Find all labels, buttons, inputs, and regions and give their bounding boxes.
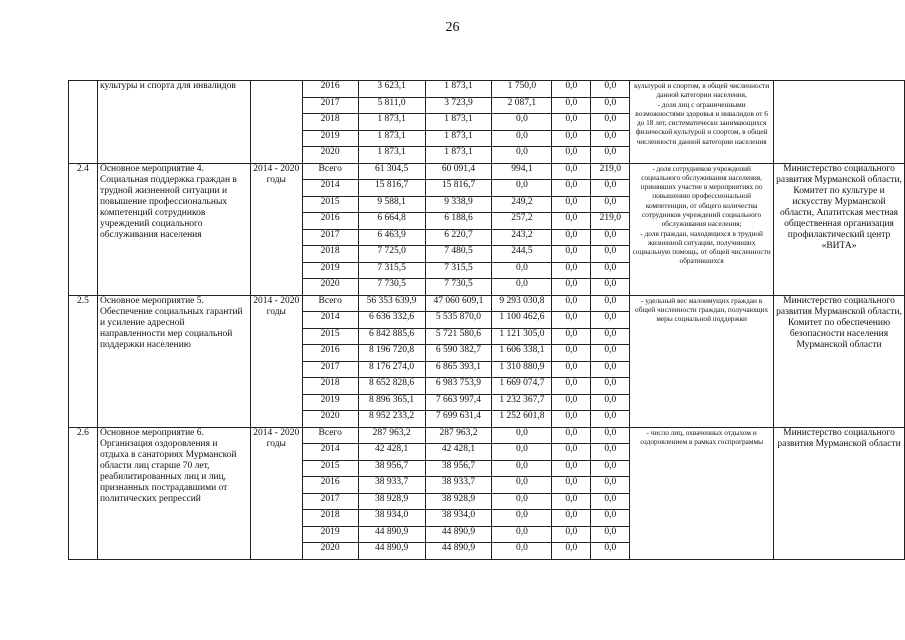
local-budget-cell: 0,0 bbox=[552, 394, 591, 411]
local-budget-cell: 0,0 bbox=[552, 295, 591, 312]
federal-budget-cell: 1 252 601,8 bbox=[492, 411, 552, 428]
total-cell: 6 664,8 bbox=[358, 213, 425, 230]
other-sources-cell: 219,0 bbox=[591, 213, 630, 230]
federal-budget-cell: 1 669 074,7 bbox=[492, 378, 552, 395]
other-sources-cell: 0,0 bbox=[591, 229, 630, 246]
total-cell: 15 816,7 bbox=[358, 180, 425, 197]
year-cell: 2019 bbox=[302, 394, 358, 411]
other-sources-cell: 0,0 bbox=[591, 460, 630, 477]
local-budget-cell: 0,0 bbox=[552, 460, 591, 477]
total-cell: 1 873,1 bbox=[358, 114, 425, 131]
year-cell: 2019 bbox=[302, 262, 358, 279]
year-cell: 2015 bbox=[302, 460, 358, 477]
activity-name: Основное мероприятие 5. Обеспечение социальных гарантий и усиление адресной направленности мер социальной поддержки населению bbox=[97, 295, 250, 427]
federal-budget-cell: 249,2 bbox=[492, 196, 552, 213]
activity-number: 2.5 bbox=[69, 295, 98, 427]
regional-budget-cell: 3 723,9 bbox=[425, 97, 492, 114]
other-sources-cell: 0,0 bbox=[591, 444, 630, 461]
other-sources-cell: 0,0 bbox=[591, 262, 630, 279]
performance-indicator: - удельный вес малоимущих граждан в общей численности граждан, получающих меры социальной поддержки bbox=[630, 295, 774, 427]
other-sources-cell: 0,0 bbox=[591, 477, 630, 494]
local-budget-cell: 0,0 bbox=[552, 378, 591, 395]
federal-budget-cell: 9 293 030,8 bbox=[492, 295, 552, 312]
regional-budget-cell: 6 188,6 bbox=[425, 213, 492, 230]
local-budget-cell: 0,0 bbox=[552, 147, 591, 164]
local-budget-cell: 0,0 bbox=[552, 229, 591, 246]
federal-budget-cell: 244,5 bbox=[492, 246, 552, 263]
year-cell: 2015 bbox=[302, 196, 358, 213]
local-budget-cell: 0,0 bbox=[552, 196, 591, 213]
regional-budget-cell: 47 060 609,1 bbox=[425, 295, 492, 312]
year-cell: 2016 bbox=[302, 81, 358, 98]
total-cell: 6 842 885,6 bbox=[358, 328, 425, 345]
year-cell: 2016 bbox=[302, 345, 358, 362]
local-budget-cell: 0,0 bbox=[552, 130, 591, 147]
year-cell: 2017 bbox=[302, 493, 358, 510]
total-cell: 7 725,0 bbox=[358, 246, 425, 263]
federal-budget-cell: 994,1 bbox=[492, 163, 552, 180]
other-sources-cell: 0,0 bbox=[591, 114, 630, 131]
local-budget-cell: 0,0 bbox=[552, 345, 591, 362]
year-cell: 2018 bbox=[302, 246, 358, 263]
federal-budget-cell: 257,2 bbox=[492, 213, 552, 230]
implementation-period bbox=[250, 81, 302, 164]
regional-budget-cell: 6 983 753,9 bbox=[425, 378, 492, 395]
other-sources-cell: 0,0 bbox=[591, 361, 630, 378]
total-cell: 8 176 274,0 bbox=[358, 361, 425, 378]
federal-budget-cell: 1 310 880,9 bbox=[492, 361, 552, 378]
year-cell: 2016 bbox=[302, 477, 358, 494]
program-activities-table bbox=[68, 80, 905, 560]
other-sources-cell: 0,0 bbox=[591, 345, 630, 362]
other-sources-cell: 0,0 bbox=[591, 130, 630, 147]
federal-budget-cell: 0,0 bbox=[492, 147, 552, 164]
local-budget-cell: 0,0 bbox=[552, 543, 591, 560]
total-cell: 6 636 332,6 bbox=[358, 312, 425, 329]
regional-budget-cell: 6 590 382,7 bbox=[425, 345, 492, 362]
year-cell: 2017 bbox=[302, 97, 358, 114]
other-sources-cell: 0,0 bbox=[591, 295, 630, 312]
table-row bbox=[69, 81, 905, 98]
other-sources-cell: 0,0 bbox=[591, 493, 630, 510]
federal-budget-cell: 1 750,0 bbox=[492, 81, 552, 98]
year-cell: 2014 bbox=[302, 312, 358, 329]
other-sources-cell: 0,0 bbox=[591, 312, 630, 329]
total-cell: 38 928,9 bbox=[358, 493, 425, 510]
year-cell: 2019 bbox=[302, 526, 358, 543]
regional-budget-cell: 44 890,9 bbox=[425, 526, 492, 543]
local-budget-cell: 0,0 bbox=[552, 180, 591, 197]
local-budget-cell: 0,0 bbox=[552, 114, 591, 131]
local-budget-cell: 0,0 bbox=[552, 213, 591, 230]
year-cell: Всего bbox=[302, 427, 358, 444]
local-budget-cell: 0,0 bbox=[552, 411, 591, 428]
year-cell: 2014 bbox=[302, 444, 358, 461]
total-cell: 61 304,5 bbox=[358, 163, 425, 180]
local-budget-cell: 0,0 bbox=[552, 477, 591, 494]
other-sources-cell: 0,0 bbox=[591, 180, 630, 197]
federal-budget-cell: 0,0 bbox=[492, 493, 552, 510]
local-budget-cell: 0,0 bbox=[552, 361, 591, 378]
local-budget-cell: 0,0 bbox=[552, 526, 591, 543]
regional-budget-cell: 6 865 393,1 bbox=[425, 361, 492, 378]
total-cell: 38 956,7 bbox=[358, 460, 425, 477]
regional-budget-cell: 287 963,2 bbox=[425, 427, 492, 444]
total-cell: 7 730,5 bbox=[358, 279, 425, 296]
regional-budget-cell: 5 535 870,0 bbox=[425, 312, 492, 329]
local-budget-cell: 0,0 bbox=[552, 246, 591, 263]
regional-budget-cell: 38 933,7 bbox=[425, 477, 492, 494]
local-budget-cell: 0,0 bbox=[552, 163, 591, 180]
federal-budget-cell: 0,0 bbox=[492, 130, 552, 147]
regional-budget-cell: 60 091,4 bbox=[425, 163, 492, 180]
total-cell: 44 890,9 bbox=[358, 543, 425, 560]
regional-budget-cell: 7 315,5 bbox=[425, 262, 492, 279]
regional-budget-cell: 7 663 997,4 bbox=[425, 394, 492, 411]
local-budget-cell: 0,0 bbox=[552, 444, 591, 461]
local-budget-cell: 0,0 bbox=[552, 312, 591, 329]
implementation-period: 2014 - 2020 годы bbox=[250, 427, 302, 559]
regional-budget-cell: 15 816,7 bbox=[425, 180, 492, 197]
total-cell: 9 588,1 bbox=[358, 196, 425, 213]
total-cell: 56 353 639,9 bbox=[358, 295, 425, 312]
regional-budget-cell: 1 873,1 bbox=[425, 130, 492, 147]
responsible-organization bbox=[774, 81, 905, 164]
table-row bbox=[69, 163, 905, 180]
other-sources-cell: 0,0 bbox=[591, 543, 630, 560]
local-budget-cell: 0,0 bbox=[552, 97, 591, 114]
year-cell: Всего bbox=[302, 163, 358, 180]
federal-budget-cell: 0,0 bbox=[492, 279, 552, 296]
regional-budget-cell: 42 428,1 bbox=[425, 444, 492, 461]
other-sources-cell: 0,0 bbox=[591, 81, 630, 98]
year-cell: 2016 bbox=[302, 213, 358, 230]
other-sources-cell: 0,0 bbox=[591, 526, 630, 543]
year-cell: 2018 bbox=[302, 510, 358, 527]
federal-budget-cell: 1 232 367,7 bbox=[492, 394, 552, 411]
other-sources-cell: 0,0 bbox=[591, 427, 630, 444]
federal-budget-cell: 1 121 305,0 bbox=[492, 328, 552, 345]
regional-budget-cell: 38 928,9 bbox=[425, 493, 492, 510]
federal-budget-cell: 2 087,1 bbox=[492, 97, 552, 114]
total-cell: 8 196 720,8 bbox=[358, 345, 425, 362]
federal-budget-cell: 0,0 bbox=[492, 427, 552, 444]
other-sources-cell: 0,0 bbox=[591, 147, 630, 164]
federal-budget-cell: 0,0 bbox=[492, 510, 552, 527]
regional-budget-cell: 9 338,9 bbox=[425, 196, 492, 213]
federal-budget-cell: 243,2 bbox=[492, 229, 552, 246]
responsible-organization: Министерство социального развития Мурманской области, Комитет по культуре и искусству Мурманской области, Апатитская местная общественная организация профилактический центр «ВИТА» bbox=[774, 163, 905, 295]
year-cell: Всего bbox=[302, 295, 358, 312]
federal-budget-cell: 1 100 462,6 bbox=[492, 312, 552, 329]
activity-name: Основное мероприятие 4. Социальная поддержка граждан в трудной жизненной ситуации и повышение профессиональных компетенций сотрудников учреждений социального обслуживания населения bbox=[97, 163, 250, 295]
regional-budget-cell: 5 721 580,6 bbox=[425, 328, 492, 345]
other-sources-cell: 0,0 bbox=[591, 97, 630, 114]
total-cell: 38 933,7 bbox=[358, 477, 425, 494]
activity-name: Основное мероприятие 6. Организация оздоровления и отдыха в санаториях Мурманской области лиц старше 70 лет, реабилитированных лиц и лиц, признанных пострадавшими от политических репрессий bbox=[97, 427, 250, 559]
year-cell: 2018 bbox=[302, 114, 358, 131]
federal-budget-cell: 0,0 bbox=[492, 477, 552, 494]
total-cell: 8 952 233,2 bbox=[358, 411, 425, 428]
total-cell: 1 873,1 bbox=[358, 130, 425, 147]
local-budget-cell: 0,0 bbox=[552, 427, 591, 444]
local-budget-cell: 0,0 bbox=[552, 328, 591, 345]
year-cell: 2020 bbox=[302, 411, 358, 428]
regional-budget-cell: 7 730,5 bbox=[425, 279, 492, 296]
total-cell: 8 896 365,1 bbox=[358, 394, 425, 411]
federal-budget-cell: 0,0 bbox=[492, 460, 552, 477]
regional-budget-cell: 38 934,0 bbox=[425, 510, 492, 527]
federal-budget-cell: 0,0 bbox=[492, 114, 552, 131]
local-budget-cell: 0,0 bbox=[552, 493, 591, 510]
regional-budget-cell: 7 699 631,4 bbox=[425, 411, 492, 428]
activity-number: 2.6 bbox=[69, 427, 98, 559]
responsible-organization: Министерство социального развития Мурманской области, Комитет по обеспечению безопасности населения Мурманской области bbox=[774, 295, 905, 427]
other-sources-cell: 0,0 bbox=[591, 328, 630, 345]
regional-budget-cell: 44 890,9 bbox=[425, 543, 492, 560]
other-sources-cell: 0,0 bbox=[591, 246, 630, 263]
local-budget-cell: 0,0 bbox=[552, 279, 591, 296]
table-row bbox=[69, 295, 905, 312]
activity-name: культуры и спорта для инвалидов bbox=[97, 81, 250, 164]
total-cell: 287 963,2 bbox=[358, 427, 425, 444]
performance-indicator: - доля сотрудников учреждений социального обслуживания населения, принявших участие в мероприятиях по повышению профессиональной компетенции, от общего количества сотрудников учреждений социального обслуживания населения; - доля граждан, находящихся в трудной жизненной ситуации, получивших социальную помощь, от общей численности обратившихся bbox=[630, 163, 774, 295]
local-budget-cell: 0,0 bbox=[552, 510, 591, 527]
other-sources-cell: 219,0 bbox=[591, 163, 630, 180]
year-cell: 2017 bbox=[302, 361, 358, 378]
federal-budget-cell: 1 606 338,1 bbox=[492, 345, 552, 362]
federal-budget-cell: 0,0 bbox=[492, 180, 552, 197]
total-cell: 38 934,0 bbox=[358, 510, 425, 527]
performance-indicator: культурой и спортом, в общей численности данной категории населения, - доля лиц с ограниченными возможностями здоровья и инвалидов от 6 до 18 лет, систематически занимающихся физической культурой и спортом, в общей численности данной категории населения bbox=[630, 81, 774, 164]
local-budget-cell: 0,0 bbox=[552, 262, 591, 279]
other-sources-cell: 0,0 bbox=[591, 394, 630, 411]
responsible-organization: Министерство социального развития Мурманской области bbox=[774, 427, 905, 559]
other-sources-cell: 0,0 bbox=[591, 279, 630, 296]
other-sources-cell: 0,0 bbox=[591, 411, 630, 428]
other-sources-cell: 0,0 bbox=[591, 510, 630, 527]
year-cell: 2020 bbox=[302, 147, 358, 164]
page-number: 26 bbox=[445, 20, 460, 35]
year-cell: 2019 bbox=[302, 130, 358, 147]
total-cell: 1 873,1 bbox=[358, 147, 425, 164]
regional-budget-cell: 1 873,1 bbox=[425, 114, 492, 131]
implementation-period: 2014 - 2020 годы bbox=[250, 295, 302, 427]
other-sources-cell: 0,0 bbox=[591, 378, 630, 395]
total-cell: 42 428,1 bbox=[358, 444, 425, 461]
table-body bbox=[69, 81, 905, 560]
federal-budget-cell: 0,0 bbox=[492, 526, 552, 543]
year-cell: 2018 bbox=[302, 378, 358, 395]
federal-budget-cell: 0,0 bbox=[492, 543, 552, 560]
year-cell: 2015 bbox=[302, 328, 358, 345]
regional-budget-cell: 6 220,7 bbox=[425, 229, 492, 246]
year-cell: 2014 bbox=[302, 180, 358, 197]
year-cell: 2020 bbox=[302, 279, 358, 296]
implementation-period: 2014 - 2020 годы bbox=[250, 163, 302, 295]
activity-number bbox=[69, 81, 98, 164]
activity-number: 2.4 bbox=[69, 163, 98, 295]
federal-budget-cell: 0,0 bbox=[492, 444, 552, 461]
regional-budget-cell: 38 956,7 bbox=[425, 460, 492, 477]
total-cell: 3 623,1 bbox=[358, 81, 425, 98]
total-cell: 44 890,9 bbox=[358, 526, 425, 543]
year-cell: 2017 bbox=[302, 229, 358, 246]
year-cell: 2020 bbox=[302, 543, 358, 560]
total-cell: 7 315,5 bbox=[358, 262, 425, 279]
total-cell: 6 463,9 bbox=[358, 229, 425, 246]
total-cell: 8 652 828,6 bbox=[358, 378, 425, 395]
regional-budget-cell: 1 873,1 bbox=[425, 81, 492, 98]
regional-budget-cell: 1 873,1 bbox=[425, 147, 492, 164]
total-cell: 5 811,0 bbox=[358, 97, 425, 114]
performance-indicator: - число лиц, охваченных отдыхом и оздоровлением в рамках госпрограммы bbox=[630, 427, 774, 559]
local-budget-cell: 0,0 bbox=[552, 81, 591, 98]
regional-budget-cell: 7 480,5 bbox=[425, 246, 492, 263]
federal-budget-cell: 0,0 bbox=[492, 262, 552, 279]
other-sources-cell: 0,0 bbox=[591, 196, 630, 213]
table-row bbox=[69, 427, 905, 444]
